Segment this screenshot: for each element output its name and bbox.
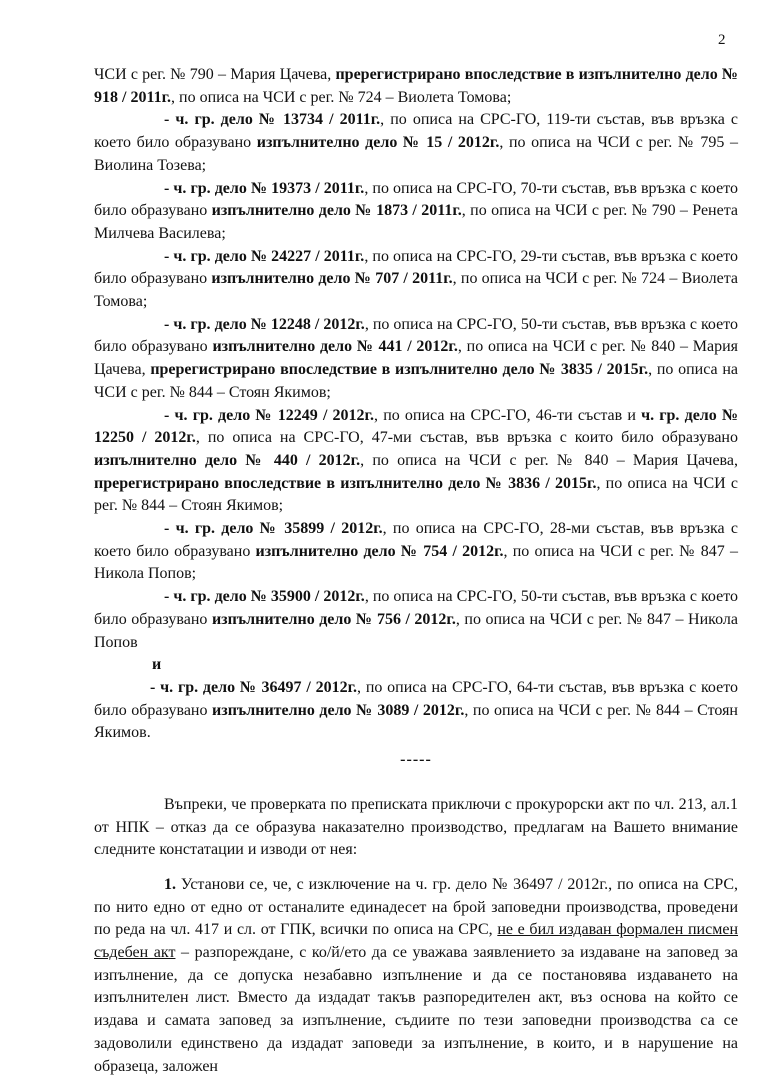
bold-text: пререгистрирано впоследствие в изпълнително дело № 918 / 2011г. (94, 66, 739, 106)
text-run: , по описа на ЧСИ с рег. № 840 – Мария Цачева, (360, 451, 738, 469)
text-run: , по описа на СРС-ГО, 46-ти състав и (374, 406, 642, 424)
text-run: , по описа на ЧСИ с рег. № 847 – Никола Попов (94, 610, 738, 651)
bold-text: пререгистрирано впоследствие в изпълнително дело № 3836 / 2015г. (94, 474, 597, 492)
text-run: , по описа на ЧСИ с рег. № 724 – Виолета Томова; (94, 270, 739, 311)
bold-text: изпълнително дело № 440 / 2012г. (94, 451, 361, 469)
text-run: , по описа на ЧСИ с рег. № 790 – Ренета Милчева Василева; (94, 202, 739, 242)
bold-text: - ч. гр. дело № 13734 / 2011г. (164, 111, 381, 129)
bold-text: изпълнително дело № 707 / 2011г. (211, 270, 453, 288)
text-run: , по описа на ЧСИ с рег. № 844 – Стоян Якимов. (94, 701, 738, 742)
bold-text: ч. гр. дело № 12250 / 2012г. (94, 406, 739, 447)
text-run: , по описа на ЧСИ с рег. № 844 – Стоян Якимов; (94, 361, 738, 401)
text-run: , по описа на СРС-ГО, 28-ми състав, във връзка с което било образувано (94, 520, 739, 560)
underlined-text: не е бил издаван формален писмен съдебен акт (94, 921, 739, 962)
bold-text: - ч. гр. дело № 24227 / 2011г. (164, 247, 365, 265)
text-run: , по описа на СРС-ГО, 50-ти състав, във връзка с което било образувано (94, 588, 739, 628)
text-run: , по описа на ЧСИ с рег. № 844 – Стоян Якимов; (94, 474, 739, 515)
section-separator (94, 749, 738, 772)
text-run: Въпреки, че проверката по преписката приключи с прокурорски акт по чл. 213, ал.1 от НПК – отказ да се образува наказателно производство, предлагам на Вашето внимание следните констатации и изводи от нея: (94, 795, 738, 859)
text-run: , по описа на СРС-ГО, 29-ти състав, във връзка с което било образувано (94, 247, 738, 288)
bold-text: изпълнително дело № 441 / 2012г. (212, 338, 458, 356)
paragraph (94, 64, 738, 109)
paragraph (94, 586, 738, 654)
paragraph (94, 314, 738, 405)
bold-text: изпълнително дело № 3089 / 2012г. (212, 701, 465, 719)
bold-text: и (152, 656, 162, 674)
bold-text: изпълнително дело № 15 / 2012г. (256, 134, 500, 152)
paragraph (94, 405, 738, 519)
bold-text: изпълнително дело № 1873 / 2011г. (211, 202, 462, 220)
text-run: , по описа на СРС-ГО, 119-ти състав, във връзка с което било образувано (94, 111, 738, 152)
bold-text: - ч. гр. дело № 19373 / 2011г. (164, 179, 365, 197)
bold-text: - ч. гр. дело № 36497 / 2012г. (150, 678, 358, 696)
text-run: , по описа на ЧСИ с рег. № 847 – Никола Попов; (94, 542, 738, 583)
bold-text: - ч. гр. дело № 12248 / 2012г. (164, 315, 365, 333)
text-run: , по описа на СРС-ГО, 47-ми състав, във връзка с които било образувано (195, 429, 738, 447)
bold-text: изпълнително дело № 756 / 2012г. (211, 610, 456, 628)
page-number: 2 (718, 32, 726, 48)
bold-text: - ч. гр. дело № 35899 / 2012г. (164, 520, 383, 538)
bold-text: - ч. гр. дело № 12249 / 2012г. (164, 406, 375, 424)
paragraph (94, 794, 738, 862)
paragraph (94, 109, 738, 177)
bold-text: пререгистрирано впоследствие в изпълнително дело № 3835 / 2015г. (150, 361, 649, 379)
paragraph (152, 654, 738, 677)
paragraph (94, 518, 738, 586)
text-run: , по описа на ЧСИ с рег. № 795 – Виолина Тозева; (94, 134, 738, 174)
text-run: , по описа на СРС-ГО, 64-ти състав, във връзка с което било образувано (94, 678, 739, 719)
bold-text: 1. (164, 875, 176, 893)
text-run: , по описа на СРС-ГО, 70-ти състав, във връзка с което било образувано (94, 179, 738, 220)
bold-text: изпълнително дело № 754 / 2012г. (255, 542, 504, 560)
text-run: , по описа на ЧСИ с рег. № 840 – Мария Цачева, (94, 338, 739, 379)
text-run: Установи се, че, с изключение на ч. гр. дело № 36497 / 2012г., по описа на СРС, по нито едно от едно от останалите единадесет на брой заповедни производства, проведени по реда на чл. 417 и сл. от ГПК, всички по описа на СРС, (94, 875, 738, 939)
paragraph (94, 874, 738, 1078)
text-run: , по описа на ЧСИ с рег. № 724 – Виолета Томова; (171, 88, 512, 106)
bold-text: - ч. гр. дело № 35900 / 2012г. (164, 588, 365, 606)
paragraph (94, 677, 738, 745)
text-run: ЧСИ с рег. № 790 – Мария Цачева, (94, 66, 336, 83)
document-body (94, 64, 738, 1078)
paragraph (94, 178, 738, 246)
text-run: , по описа на СРС-ГО, 50-ти състав, във връзка с което било образувано (94, 315, 739, 356)
paragraph (94, 246, 738, 314)
bold-text: ----- (400, 751, 432, 769)
text-run: – разпореждане, с ко/й/ето да се уважава заявлението за издаване на заповед за изпълнение, да се допуска незабавно изпълнение и да се постановява издаването на изпълнителен лист. Вместо да издадат такъв разпоредителен акт, въз основа на който се издава и самата заповед за изпълнение, съдиите по тези заповедни производства са се задоволили единствено да издадат заповеди за изпълнение, в които, и в нарушение на образеца, заложен (94, 944, 738, 1075)
